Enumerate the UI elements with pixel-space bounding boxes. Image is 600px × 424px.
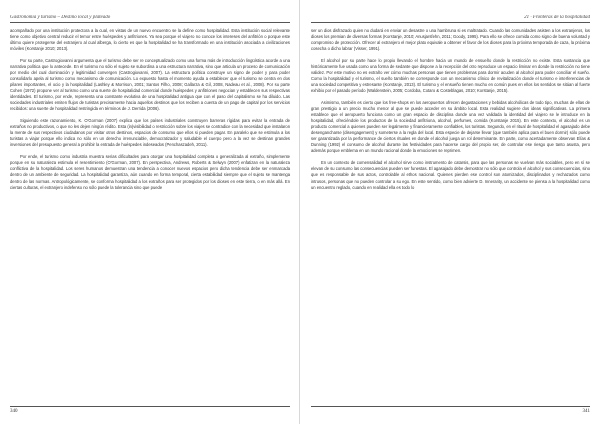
right-running-head: 21 · Fronteras de la hospitalidad bbox=[311, 15, 590, 23]
right-page-number: 341 bbox=[582, 409, 590, 414]
left-running-head: Gastronomía y turismo – Destino local y plateado bbox=[10, 15, 290, 23]
right-page bbox=[300, 0, 600, 424]
left-paragraph-4: Por ende, el turismo como industria muestra serias dificultades para otorgar una hospitalidad completa o generalizada al extraño, simplemente porque en su naturaleza estimula el resentimiento (O'Gorman, 2007). En perspectiva, Andrews, Roberts & Selwyn (2007) enfatizan en la naturaleza conflictiva de la hospitalidad. Los seres humanos demuestran una tendencia a conocer nuevos espacios pero dicha tendencia debe ser enmarcada dentro de un ambiente de seguridad. La hospitalidad garantiza, aún cuando en forma temporal, cierta estabilidad siempre que el sujeto se mantenga dentro de las normas. Antropológicamente, se conforma hospitalidad a los extraños para ser protegidos por los dioses en este tierra, o en más allá. En ciertas culturas, el extranjero indefenso no sólo puede la tolerancia sino que puede bbox=[10, 154, 290, 190]
right-paragraph-1: ser un dios disfrazado quien no dudará en enviar un desastre o una hambruna si es maltratado. Cuando las comunidades asisten a los extranjeros, los dioses los premian de diversas formas (Korstanje, 2010; Anusjarsfehn, 2011; Goody, 1995). Para ello se ofrece comida como signo de buena voluntad y compromiso de protección. Ofrecer al extranjero el mejor plato equivale a obtener el favor de los dioses para la próxima temporada de caza, la próxima cosecha o dicho labrar (Visser, 1991). bbox=[311, 27, 590, 51]
right-paragraph-4: En un contexto de comensalidad el alcohol sirve como instrumento de catarsis, para que las personas se vuelvan más sociables, pero en sí se elevan de su consumo las consecuencias pueden ser funestas. El agasajado debe demostrar no sólo que controla el alcohol y sus consecuencias, sino que es responsable de sus actos, controlable al ethos nacional. Quienes pierden ese control son atomizados, disciplinados y rechazados como intrusos, personas que no pueden controlar a su ego. En este sentido, como bien advierte D. Innerarity, un accidente se piensa a la hospitalidad como un encuentro reglado, cuando en realidad ella es todo lo bbox=[311, 160, 590, 190]
left-body-text bbox=[10, 28, 290, 191]
right-paragraph-3: Asimismo, también es cierto que los free-shops en los aeropuertos ofrecen degustaciones y bebidas alcohólicas de todo tipo, muchas de ellas de gran prestigio a un precio mucho menor al que se puede acceder en su ámbito local. Esta realidad sugiere dos ideas significativas. La primera establece que el aeropuerto funciona como un gran espacio de disciplina donde una vez validada la identidad del viajero se le introduce en la hospitalidad, ofreciéndole los productos de la sociedad anfitriona, alcohol, perfumes, comida (Korstanje 2015). En este contexto, el alcohol es un producto comercial a quienes pueden ser legalmente y financieramente confiables, los turistas. Segundo, en el ritual de hospitalidad el agasajado debe desengancharse (disengagement) y someterse a la regla del local. Esta especie de dejarse llevar (que también aplica para el buen dormir) sólo puede ser garantizada por la performance de ciertos rituales en donde el alcohol juega un rol determinante. En parte, como acertadamente observan Elías & Dunning (1992) el consumo de alcohol durante las festividades para hacerse cargo del propio ser, de controlar ese riesgo que tanto asusta, pero además porque emblema en un mundo racional donde la emociones se reprimen. bbox=[311, 99, 590, 154]
right-footer-rule bbox=[311, 406, 590, 407]
left-paragraph-3: Siguiendo este razonamiento, K. O'Gorman (2007) explica que los países industriales construyen barreras rígidas para evitar la entrada de extraños no productivos, o que no les dejen ningún rédito. Esta (in)visibilidad o restricción sobre los viajes se contradice con la necesidad que instalaron la mente de sus respectivos ciudadanos por visitar otros destinos, espacios de consumo que ellos si pueden pagar. En paralelo que se estimula a los turistas a viajar porque ello indica no sólo en un derecho irrenunciable, democratizador y saludable el cuerpo pero a la vez se destinan grandes inversiones del presupuesto general a prohibir la entrada de huéspedes indeseados (Penchaszadeh, 2011). bbox=[10, 118, 290, 148]
left-page-number: 340 bbox=[10, 409, 18, 414]
left-footer-rule bbox=[10, 406, 290, 407]
left-paragraph-1: acompañado por una institución protectora a la cual, en vistas de un nuevo encuentro se la define como hospitalidad. Esta institución social relevante tiene como objetivo central reducir el temor entre huéspedes y anfitriones. Ya sea porque el viajero no conoce los intereses del anfitrión o porque este último quiere protegerse del extranjero al cual alberga, lo cierto es que la hospitalidad se ha transformado en una institución asociada a civilizaciones móviles (Korstanje 2010; 2013). bbox=[10, 27, 290, 51]
right-body-text bbox=[311, 28, 590, 191]
left-paragraph-2: Por su parte, Castrogiovanni argumenta que el turismo debe ser re conceptualizado como una forma más de introducción lingüística acorde a una narrativa política que lo antecede. En el turismo no sólo el sujeto se subordina a una estructura narrativa, sino que articula un proceso de comunicación por medio del cual dominación y legitimidad convergen (Castrogiovanni, 2007). La estructura política construye un signo de poder y para poder consolidarlo apela al turismo como mecanismo de comunicación. Lo expuesto hasta el momento ayuda a establecer que el turismo se centra en dos pilares importantes, el ocio y la hospitalidad (Lashley & Morrison, 2001; Santos Filho, 2008; Gallarza & Gil, 2008, Nadeau et al., 2008). Por su parte Cohen (1972) propone ver al turismo como una suerte de hospitalidad comercial donde huéspedes y anfitriones negocian y establecen sus respectivas identidades. El turismo, por ende, representa una constante evolutiva de una hospitalidad antigua que con el paso del capitalismo se ha diluido. Las sociedades industriales emiten flujos de turistas precisamente hacia aquellos destinos que los reciben a cuenta de un pago de capital por los servicios recibidos: una suerte de hospitalidad restringida en términos de J. Derrida (2006). bbox=[10, 57, 290, 112]
right-paragraph-2: El alcohol por su parte hace lo propio llevando el hombre hacia un mundo de ensueño donde la restricción no existe. Esta sustancia que históricamente fue usada como una forma de sedante que dispone a la recepción del otro reproduce un espacio liminar en donde la restricción no tiene validez. Por este motivo no es extraño ver cómo muchas personas que tienen problemas para dormir acuden al alcohol para poder conciliar el sueño. Como la hospitalidad y el turismo, el sueño también se corresponde con un mecanismo clínico de revitalización donde el turismo e interferencias de una sociedad competitiva y estresante (Korstanje, 2013). El turismo y el ensueño tienen mucho en común pues en ellos los sentidos se sitúan al fuerte exhibio por el pasado período (Waldenstein, 2005; Cordoba, Cotaro & Costeblagas, 2010; Korstanje, 2015). bbox=[311, 57, 590, 93]
